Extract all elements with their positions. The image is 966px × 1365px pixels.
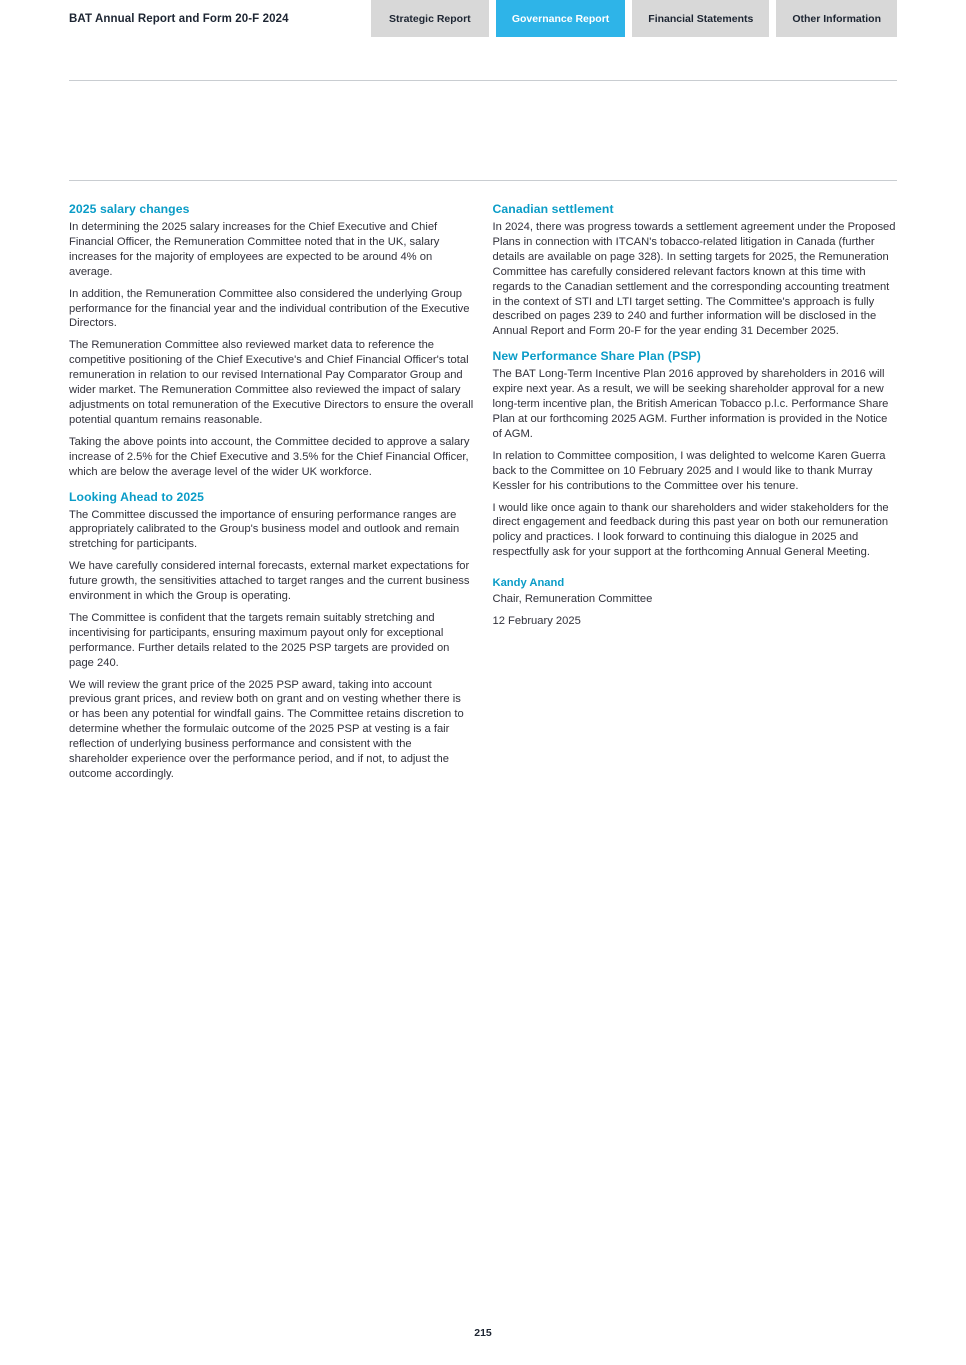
section-2025-salary-changes bbox=[69, 202, 474, 480]
tab-label: Strategic Report bbox=[389, 12, 471, 25]
paragraph: The BAT Long-Term Incentive Plan 2016 approved by shareholders in 2016 will expire next year. As a result, we will be seeking shareholder approval for a new long-term incentive plan, the British American Tobacco p.l.c. Performance Share Plan at our forthcoming 2025 AGM. Further information is provided in the Notice of AGM. bbox=[492, 368, 889, 440]
right-column bbox=[493, 202, 898, 782]
paragraph: In relation to Committee composition, I was delighted to welcome Karen Guerra back to the Committee on 10 February 2025 and I would like to thank Murray Kessler for his contributions to the Committee over his tenure. bbox=[492, 449, 886, 492]
signature-name: Kandy Anand bbox=[492, 577, 565, 590]
paragraph: The Remuneration Committee also reviewed market data to reference the competitive positioning of the Chief Executive's and Chief Financial Officer's total remuneration in relation to our revised International Pay Comparator Group and wider market. The Remuneration Committee also reviewed the impact of salary adjustments on total remuneration of the Executive Directors to ensure the overall potential quantum remains reasonable. bbox=[69, 339, 474, 426]
section-heading: Canadian settlement bbox=[492, 202, 614, 216]
paragraph: We will review the grant price of the 2025 PSP award, taking into account previous grant prices, and review both on grant and on vesting whether there is or has been any potential for windfall gains. The Committee retains discretion to determine whether the formulaic outcome of the 2025 PSP at vesting is a fair reflection of underlying business performance and consistent with the shareholder experience over the performance period, and if not, to adjust the outcome accordingly. bbox=[69, 678, 464, 780]
signature-role: Chair, Remuneration Committee bbox=[492, 593, 653, 606]
section-looking-ahead-2025 bbox=[69, 490, 474, 782]
paragraph: The Committee discussed the importance of ensuring performance ranges are appropriately calibrated to the Group's business model and outlook and remain stretching for participants. bbox=[69, 508, 460, 551]
paragraph: The Committee is confident that the targets remain suitably stretching and incentivising for participants, ensuring maximum payout only for exceptional performance. Further details related to the 2025 PSP targets are provided on page 240. bbox=[69, 611, 450, 669]
signature-block bbox=[493, 577, 898, 629]
paragraph: In 2024, there was progress towards a settlement agreement under the Proposed Plans in connection with ITCAN's tobacco-related litigation in Canada (further details are available on page 328). In setting targets for 2025, the Remuneration Committee has carefully considered relevant factors known at this time with regards to the Canadian settlement and the corresponding accounting treatment in the context of STI and LTI target setting. The Committee's approach is fully described on pages 239 to 240 and further information will be disclosed in the Annual Report and Form 20-F for the year ending 31 December 2025. bbox=[492, 221, 896, 338]
divider bbox=[69, 80, 897, 81]
section-heading: 2025 salary changes bbox=[69, 202, 190, 216]
tab-governance-report[interactable] bbox=[496, 0, 625, 37]
tab-financial-statements[interactable] bbox=[632, 0, 769, 37]
tab-label: Governance Report bbox=[511, 12, 610, 25]
section-canadian-settlement bbox=[493, 202, 898, 339]
tab-strategic-report[interactable] bbox=[371, 0, 489, 37]
section-new-psp bbox=[493, 349, 898, 560]
section-tabs bbox=[371, 0, 897, 37]
tab-other-information[interactable] bbox=[776, 0, 897, 37]
page-content bbox=[69, 202, 897, 782]
tab-label: Other Information bbox=[792, 12, 881, 25]
report-title: BAT Annual Report and Form 20-F 2024 bbox=[69, 12, 289, 25]
page-footer bbox=[0, 1323, 966, 1341]
signature-date: 12 February 2025 bbox=[492, 615, 581, 628]
paragraph: Taking the above points into account, the Committee decided to approve a salary increase of 2.5% for the Chief Executive and 3.5% for the Chief Financial Officer, which are below the average level of the wider UK workforce. bbox=[69, 435, 470, 478]
paragraph: In addition, the Remuneration Committee also considered the underlying Group performance for the financial year and the individual contribution of the Executive Directors. bbox=[69, 287, 470, 330]
paragraph: In determining the 2025 salary increases for the Chief Executive and Chief Financial Officer, the Remuneration Committee noted that in the UK, salary increases for the majority of employees are expected to be around 4% on average. bbox=[69, 221, 440, 278]
paragraph: I would like once again to thank our shareholders and wider stakeholders for the direct engagement and feedback during this past year on both our remuneration policy and practices. I look forward to continuing this dialogue in 2025 and respectfully ask for your support at the forthcoming Annual General Meeting. bbox=[492, 501, 889, 559]
paragraph: We have carefully considered internal forecasts, external market expectations for future growth, the sensitivities attached to target ranges and the current business environment in which the Group is operating. bbox=[69, 560, 470, 603]
section-heading: Looking Ahead to 2025 bbox=[69, 489, 205, 504]
divider bbox=[69, 180, 897, 181]
page-number: 215 bbox=[474, 1327, 492, 1339]
left-column bbox=[69, 202, 474, 782]
tab-label: Financial Statements bbox=[648, 12, 754, 25]
section-heading: New Performance Share Plan (PSP) bbox=[492, 349, 701, 364]
top-bar bbox=[0, 0, 966, 37]
